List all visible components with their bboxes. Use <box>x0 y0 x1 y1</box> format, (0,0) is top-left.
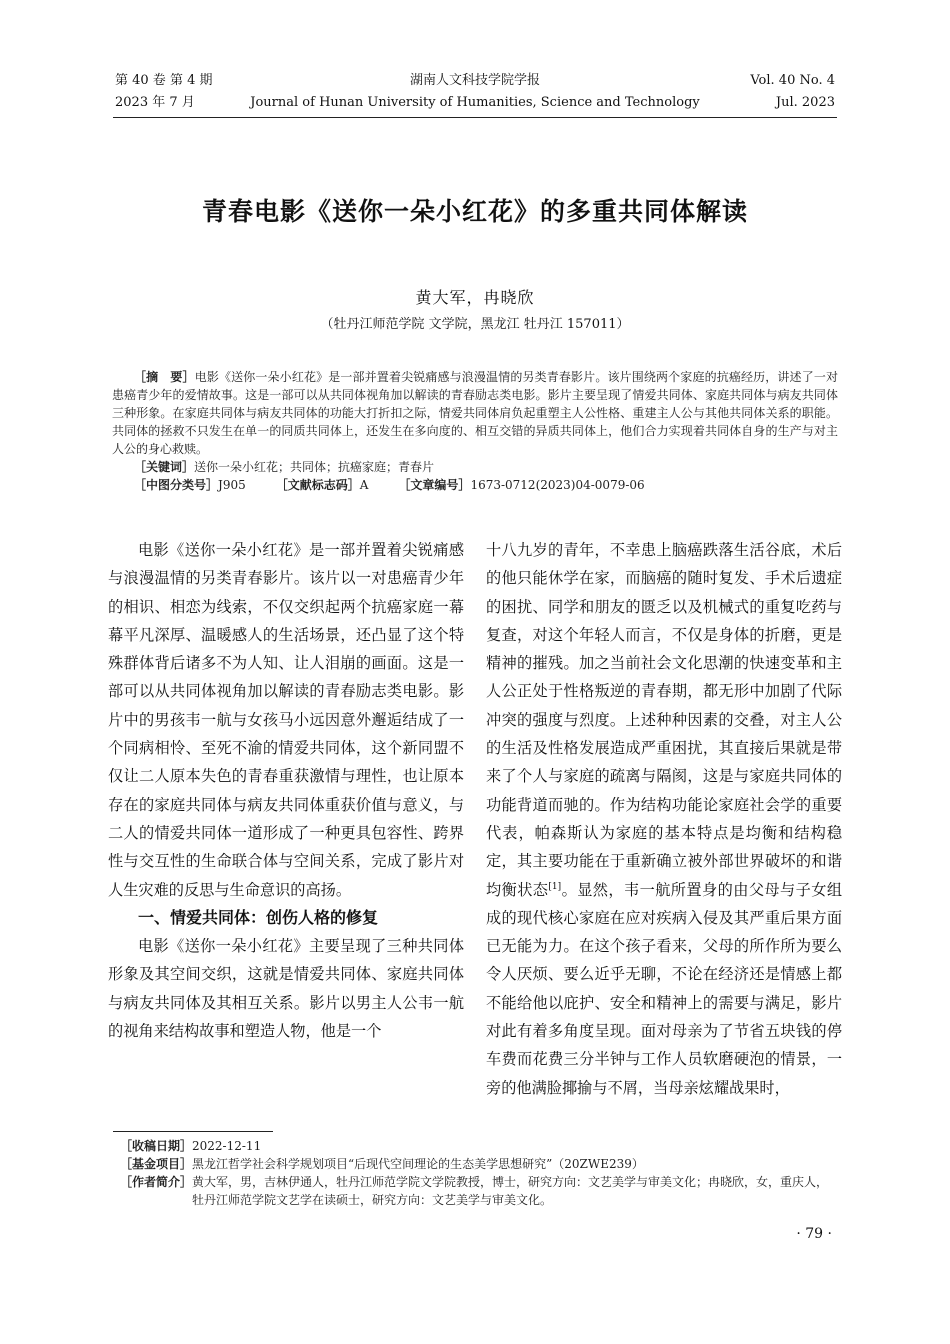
clc-item <box>134 476 246 494</box>
author-bio-line <box>120 1173 840 1209</box>
received-date-line <box>120 1137 840 1155</box>
footnotes-block <box>120 1137 840 1209</box>
article-id-value: 1673-0712(2023)04-0079-06 <box>470 478 645 492</box>
author-affiliation: （牡丹江师范学院 文学院，黑龙江 牡丹江 157011） <box>320 317 630 332</box>
received-value: 2022-12-11 <box>192 1139 262 1153</box>
received-label: ［收稿日期］ <box>120 1139 193 1153</box>
section-heading: 一、情爱共同体：创伤人格的修复 <box>138 907 379 927</box>
body-text: 。显然，韦一航所置身的由父母与子女组成的现代核心家庭在应对疾病入侵及其严重后果方面已无能为力。在这个孩子看来，父母的所作所为要么令人厌烦、要么近乎无聊，不论在经济还是情感上都不能给他以庇护、安全和精神上的需要与满足，影片对此有着多角度呈现。面对母亲为了节省五块钱的停车费而花费三分半钟与工作人员软磨硬泡的情景，一旁的他满脸揶揄与不屑，当母亲炫耀战果时， <box>486 880 843 1097</box>
doc-code-label: ［文献标志码］ <box>275 478 360 492</box>
keywords-label: ［关键词］ <box>134 460 195 474</box>
article-authors: 黄大军，冉晓欣 <box>415 288 535 307</box>
clc-label: ［中图分类号］ <box>134 478 219 492</box>
keywords-line <box>134 458 838 476</box>
body-column-right <box>486 536 842 1102</box>
body-paragraph <box>486 536 842 1102</box>
issue-month: Jul. 2023 <box>775 95 835 110</box>
keywords-text: 送你一朵小红花；共同体；抗癌家庭；青春片 <box>194 460 435 474</box>
body-paragraph: 电影《送你一朵小红花》主要呈现了三种共同体形象及其空间交织，这就是情爱共同体、家庭共同体与病友共同体及其相互关系。影片以男主人公韦一航的视角来结构故事和塑造人物，他是一个 <box>108 937 464 1041</box>
abstract-block <box>112 368 838 494</box>
body-column-left <box>108 536 464 1045</box>
header-right <box>750 70 835 114</box>
doc-code-item <box>276 476 369 494</box>
fund-line <box>120 1155 840 1173</box>
article-id-label: ［文章编号］ <box>398 478 471 492</box>
abstract-paragraph <box>112 368 838 458</box>
abstract-text: 电影《送你一朵小红花》是一部并置着尖锐痛感与浪漫温情的另类青春影片。该片围绕两个家庭的抗癌经历，讲述了一对患癌青少年的爱情故事。这是一部可以从共同体视角加以解读的青春励志类电影。影片主要呈现了情爱共同体、家庭共同体与病友共同体三种形象。在家庭共同体与病友共同体的功能大打折扣之际，情爱共同体肩负起重塑主人公性格、重建主人公与其他共同体关系的职能。共同体的拯救不只发生在单一的同质共同体上，还发生在多向度的、相互交错的异质共同体上，他们合力实现着共同体自身的生产与对主人公的身心救赎。 <box>112 370 838 456</box>
abstract-label: ［摘 要］ <box>134 370 195 384</box>
volume-number: Vol. 40 No. 4 <box>750 73 835 88</box>
header-left <box>115 70 212 114</box>
journal-name-cn: 湖南人文科技学院学报 <box>409 73 540 88</box>
clc-value: J905 <box>218 478 246 492</box>
issue-info: 第 40 卷 第 4 期 <box>115 73 213 88</box>
bio-label: ［作者简介］ <box>120 1175 193 1189</box>
header-center <box>200 70 750 114</box>
doc-code-value: A <box>359 478 369 492</box>
fund-value: 黑龙江哲学社会科学规划项目“后现代空间理论的生态美学思想研究”（20ZWE239） <box>192 1157 644 1171</box>
fund-label: ［基金项目］ <box>120 1157 193 1171</box>
page-number: · 79 · <box>796 1226 832 1242</box>
body-text: 十八九岁的青年，不幸患上脑癌跌落生活谷底，术后的他只能休学在家，而脑癌的随时复发、手术后遗症的困扰、同学和朋友的匮乏以及机械式的重复吃药与复查，对这个年轻人而言，不仅是身体的折磨，更是精神的摧残。加之当前社会文化思潮的快速变革和主人公正处于性格叛逆的青春期，都无形中加剧了代际冲突的强度与烈度。上述种种因素的交叠，对主人公的生活及性格发展造成严重困扰，其直接后果就是带来了个人与家庭的疏离与隔阂，这是与家庭共同体的功能背道而驰的。作为结构功能论家庭社会学的重要代表，帕森斯认为家庭的基本特点是均衡和结构稳定，其主要功能在于重新确立被外部世界破坏的和谐均衡状态 <box>486 541 842 899</box>
journal-name-en: Journal of Hunan University of Humanities, Science and Technology <box>250 95 700 110</box>
bio-value: 黄大军，男，吉林伊通人，牡丹江师范学院文学院教授，博士，研究方向：文艺美学与审美文化；冉晓欣，女，重庆人，牡丹江师范学院文艺学在读硕士，研究方向：文艺美学与审美文化。 <box>192 1175 829 1207</box>
issue-date: 2023 年 7 月 <box>115 95 195 110</box>
body-paragraph: 电影《送你一朵小红花》是一部并置着尖锐痛感与浪漫温情的另类青春影片。该片以一对患癌青少年的相识、相恋为线索，不仅交织起两个抗癌家庭一幕幕平凡深厚、温暖感人的生活场景，还凸显了这个特殊群体背后诸多不为人知、让人泪崩的画面。这是一部可以从共同体视角加以解读的青春励志类电影。影片中的男孩韦一航与女孩马小远因意外邂逅结成了一个同病相怜、至死不渝的情爱共同体，这个新同盟不仅让二人原本失色的青春重获激情与理性，也让原本存在的家庭共同体与病友共同体重获价值与意义，与二人的情爱共同体一道形成了一种更具包容性、跨界性与交互性的生命联合体与空间关系，完成了影片对人生灾难的反思与生命意识的高扬。 <box>108 541 464 899</box>
citation-ref[interactable]: [1] <box>548 881 562 892</box>
article-id-item <box>398 476 644 494</box>
classification-line <box>134 476 838 494</box>
footnote-divider <box>113 1131 273 1132</box>
header-divider <box>113 117 837 118</box>
article-title: 青春电影《送你一朵小红花》的多重共同体解读 <box>201 197 748 226</box>
